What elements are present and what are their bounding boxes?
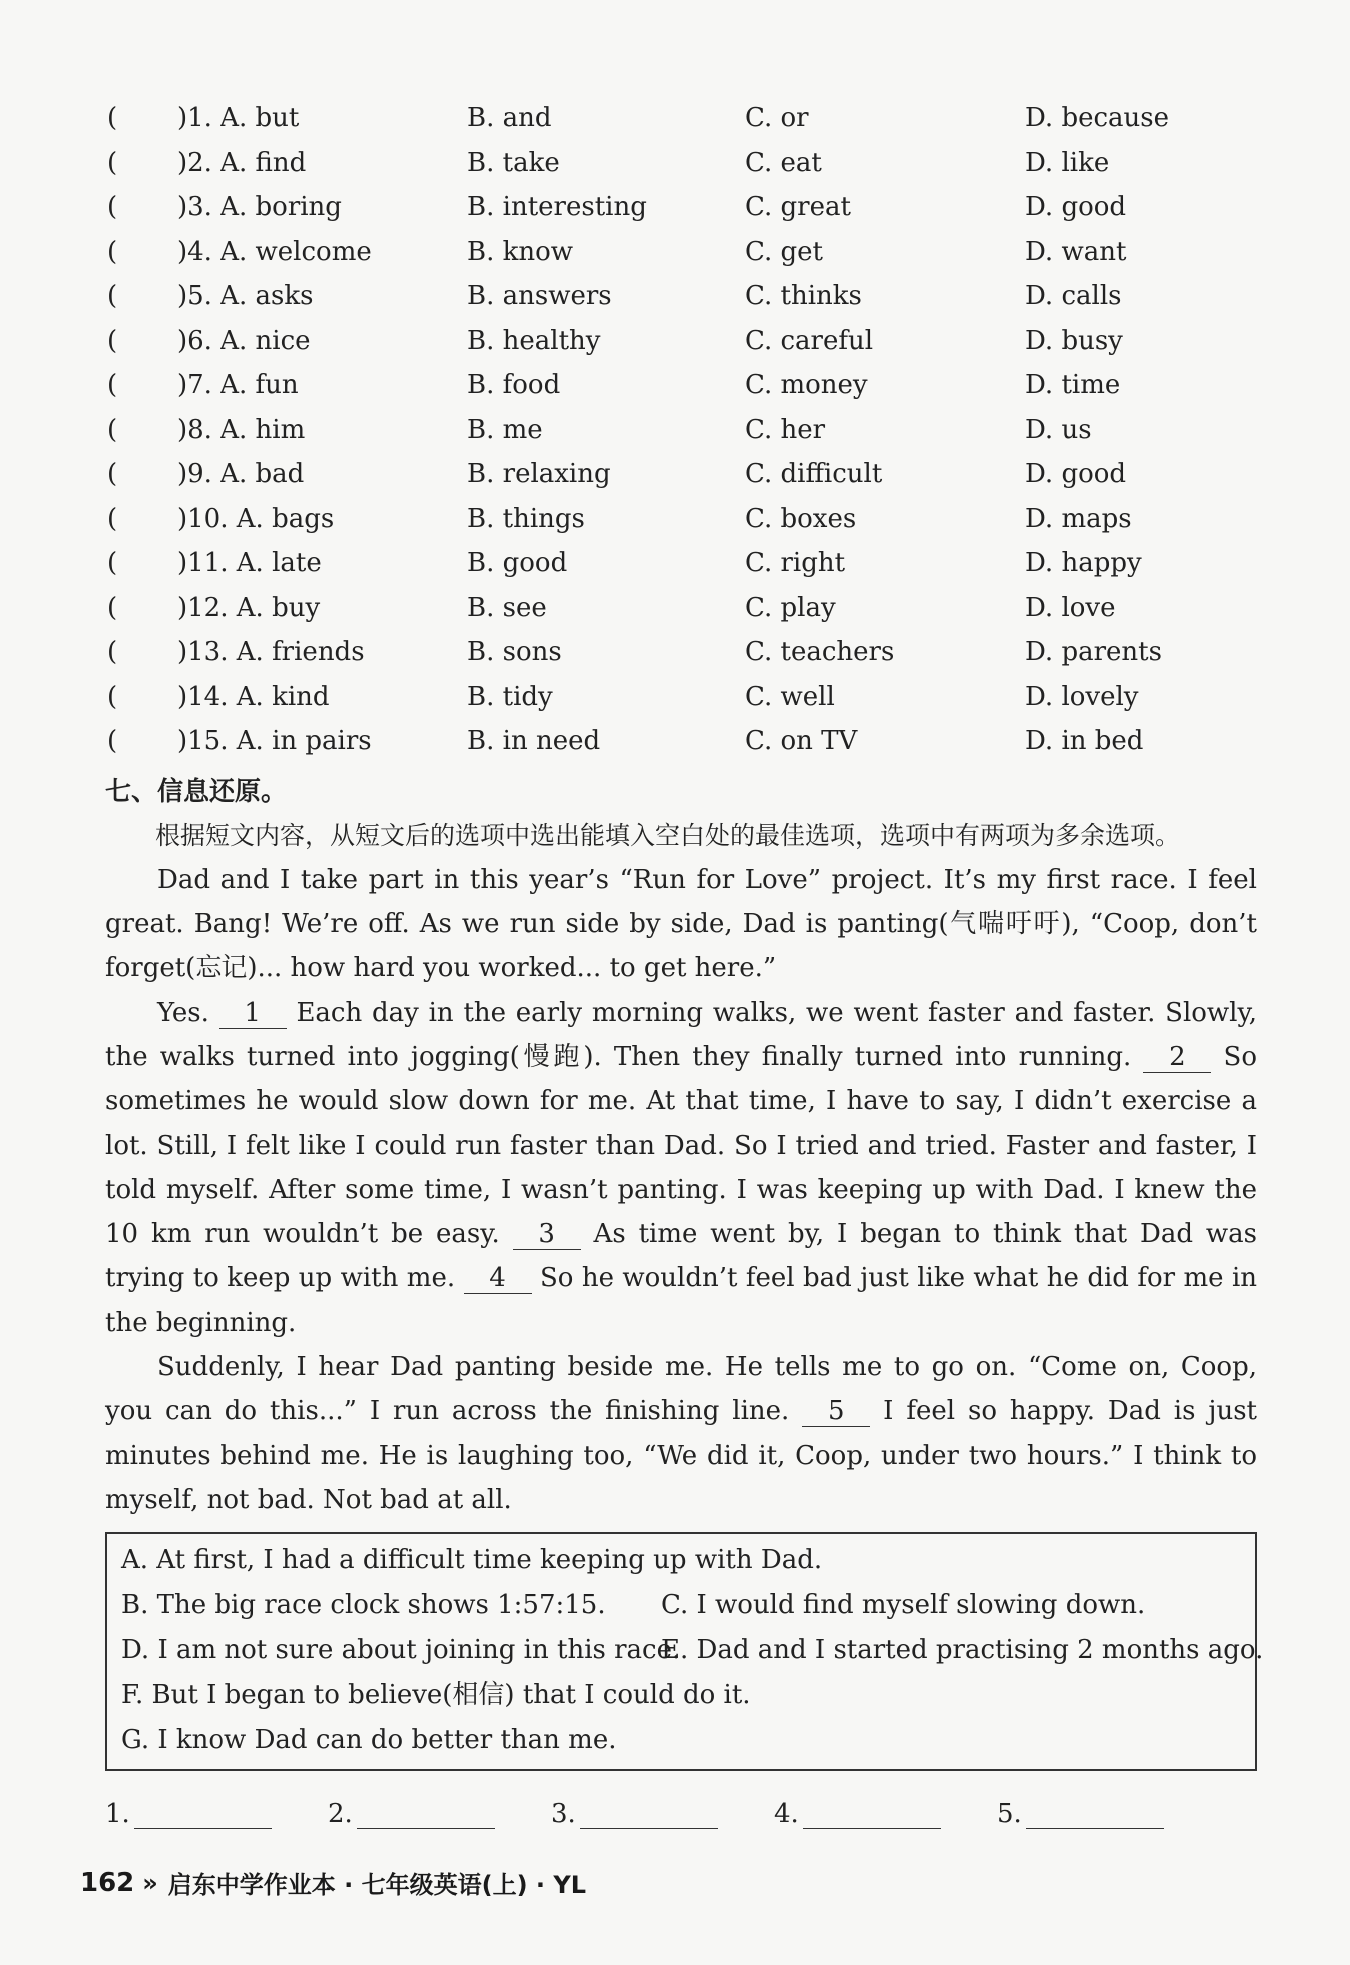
section-instruction: 根据短文内容，从短文后的选项中选出能填入空白处的最佳选项，选项中有两项为多余选项。 bbox=[155, 820, 1181, 850]
option-a-text: )2. A. find bbox=[177, 147, 307, 178]
answer-paren[interactable]: ( bbox=[107, 192, 118, 223]
blank-3[interactable]: 3 bbox=[513, 1219, 581, 1250]
mc-question-row bbox=[105, 586, 1254, 631]
option-c-text: C. money bbox=[745, 370, 868, 401]
answer-paren[interactable]: ( bbox=[107, 236, 118, 267]
option-b-text: B. answers bbox=[467, 281, 612, 312]
option-c-text: C. well bbox=[745, 681, 835, 712]
mc-question-row bbox=[105, 363, 1254, 408]
option-a-text: )11. A. late bbox=[177, 548, 322, 579]
blank-1[interactable]: 1 bbox=[219, 998, 287, 1029]
answer-lines bbox=[105, 1785, 1257, 1829]
option-b-text: B. and bbox=[467, 103, 552, 134]
answer-line[interactable] bbox=[1026, 1802, 1164, 1829]
answer-item-4[interactable]: 4. bbox=[774, 1799, 997, 1829]
option-e: E. Dad and I started practising 2 months ago. bbox=[661, 1635, 1264, 1666]
option-d-text: D. happy bbox=[1025, 548, 1142, 579]
option-a-text: )12. A. buy bbox=[177, 592, 321, 623]
option-d-text: D. good bbox=[1025, 192, 1127, 223]
mc-question-row bbox=[105, 408, 1254, 453]
option-c-text: C. on TV bbox=[745, 726, 858, 757]
answer-paren[interactable]: ( bbox=[107, 548, 118, 579]
answer-paren[interactable]: ( bbox=[107, 503, 118, 534]
answer-paren[interactable]: ( bbox=[107, 637, 118, 668]
mc-question-row bbox=[105, 497, 1254, 542]
option-c-text: C. eat bbox=[745, 147, 822, 178]
option-row-de bbox=[121, 1628, 1264, 1673]
mc-question-row bbox=[105, 274, 1254, 319]
option-d-text: D. lovely bbox=[1025, 681, 1139, 712]
option-d-text: D. want bbox=[1025, 236, 1127, 267]
option-b-text: B. healthy bbox=[467, 325, 601, 356]
answer-paren[interactable]: ( bbox=[107, 414, 118, 445]
option-d-text: D. because bbox=[1025, 103, 1170, 134]
option-c-text: C. or bbox=[745, 103, 809, 134]
option-d-text: D. good bbox=[1025, 459, 1127, 490]
mc-question-row bbox=[105, 96, 1254, 141]
option-b-text: B. relaxing bbox=[467, 459, 611, 490]
answer-line[interactable] bbox=[134, 1802, 272, 1829]
option-c: C. I would find myself slowing down. bbox=[661, 1590, 1146, 1621]
option-c-text: C. get bbox=[745, 236, 823, 267]
book-title: 启东中学作业本 · 七年级英语(上) · YL bbox=[167, 1871, 587, 1899]
option-b-text: B. take bbox=[467, 147, 560, 178]
option-c-text: C. boxes bbox=[745, 503, 857, 534]
multiple-choice-list bbox=[105, 96, 1254, 764]
option-d-text: D. like bbox=[1025, 147, 1110, 178]
answer-item-3[interactable]: 3. bbox=[551, 1799, 774, 1829]
answer-paren[interactable]: ( bbox=[107, 281, 118, 312]
option-b-text: B. interesting bbox=[467, 192, 647, 223]
answer-paren[interactable]: ( bbox=[107, 459, 118, 490]
option-a-text: )14. A. kind bbox=[177, 681, 330, 712]
answer-item-5[interactable]: 5. bbox=[997, 1799, 1220, 1829]
option-d-text: D. busy bbox=[1025, 325, 1123, 356]
option-a-text: )13. A. friends bbox=[177, 637, 365, 668]
option-f: F. But I began to believe(相信) that I could do it. bbox=[121, 1680, 751, 1711]
option-b-text: B. me bbox=[467, 414, 543, 445]
option-b-text: B. tidy bbox=[467, 681, 553, 712]
option-a-text: )3. A. boring bbox=[177, 192, 342, 223]
answer-paren[interactable]: ( bbox=[107, 726, 118, 757]
blank-4[interactable]: 4 bbox=[464, 1263, 532, 1294]
passage-paragraph-3: Suddenly, I hear Dad panting beside me. He tells me to go on. “Come on, Coop, you can do this...” I run across the finishing line. 5 I feel so happy. Dad is just minutes behind me. He is laughing too, “We did it, Coop, under two hours.” I think to myself, not bad. Not bad at all. bbox=[105, 1352, 1257, 1515]
option-c-text: C. right bbox=[745, 548, 846, 579]
option-a: A. At first, I had a difficult time keeping up with Dad. bbox=[121, 1545, 823, 1576]
option-c-text: C. difficult bbox=[745, 459, 883, 490]
page-footer bbox=[80, 1865, 586, 1900]
option-b-text: B. things bbox=[467, 503, 585, 534]
passage-paragraph-2: Yes. 1 Each day in the early morning walks, we went faster and faster. Slowly, the walks turned into jogging(慢跑). Then they finally turned into running. 2 So sometimes he would slow down for me. At that time, I have to say, I didn’t exercise a lot. Still, I felt like I could run faster than Dad. So I tried and tried. Faster and faster, I told myself. After some time, I wasn’t panting. I was keeping up with Dad. I knew the 10 km run wouldn’t be easy. 3 As time went by, I began to think that Dad was trying to keep up with me. 4 So he wouldn’t feel bad just like what he did for me in the beginning. bbox=[105, 997, 1258, 1338]
option-d-text: D. time bbox=[1025, 370, 1121, 401]
answer-paren[interactable]: ( bbox=[107, 147, 118, 178]
option-b-text: B. food bbox=[467, 370, 561, 401]
passage-paragraph-1: Dad and I take part in this year’s “Run for Love” project. It’s my first race. I feel great. Bang! We’re off. As we run side by side, Dad is panting(气喘吁吁), “Coop, don’t forget(忘记)... how hard you worked... to get here.” bbox=[105, 864, 1257, 984]
option-c-text: C. her bbox=[745, 414, 826, 445]
option-b-text: B. good bbox=[467, 548, 568, 579]
option-b-text: B. in need bbox=[467, 726, 601, 757]
option-a-text: )15. A. in pairs bbox=[177, 726, 372, 757]
option-c-text: C. great bbox=[745, 192, 851, 223]
mc-question-row bbox=[105, 141, 1254, 186]
option-d-text: D. us bbox=[1025, 414, 1092, 445]
option-a-text: )10. A. bags bbox=[177, 503, 335, 534]
page-number: 162 bbox=[80, 1867, 135, 1898]
option-c-text: C. play bbox=[745, 592, 836, 623]
option-a-text: )5. A. asks bbox=[177, 281, 314, 312]
option-d-text: D. love bbox=[1025, 592, 1116, 623]
option-a-text: )9. A. bad bbox=[177, 459, 305, 490]
option-b-text: B. sons bbox=[467, 637, 562, 668]
option-c-text: C. thinks bbox=[745, 281, 862, 312]
mc-question-row bbox=[105, 630, 1254, 675]
option-d-text: D. parents bbox=[1025, 637, 1162, 668]
option-row-bc bbox=[121, 1583, 1241, 1628]
mc-question-row bbox=[105, 319, 1254, 364]
option-a-text: )7. A. fun bbox=[177, 370, 299, 401]
answer-line[interactable] bbox=[580, 1802, 718, 1829]
answer-paren[interactable]: ( bbox=[107, 681, 118, 712]
option-d: D. I am not sure about joining in this race. bbox=[121, 1635, 681, 1666]
option-d-text: D. calls bbox=[1025, 281, 1122, 312]
mc-question-row bbox=[105, 230, 1254, 275]
option-d-text: D. maps bbox=[1025, 503, 1132, 534]
option-b-text: B. see bbox=[467, 592, 547, 623]
answer-paren[interactable]: ( bbox=[107, 592, 118, 623]
option-g: G. I know Dad can do better than me. bbox=[121, 1725, 617, 1756]
option-b: B. The big race clock shows 1:57:15. bbox=[121, 1590, 606, 1621]
option-b-text: B. know bbox=[467, 236, 574, 267]
option-c-text: C. careful bbox=[745, 325, 874, 356]
answer-paren[interactable]: ( bbox=[107, 370, 118, 401]
option-d-text: D. in bed bbox=[1025, 726, 1144, 757]
mc-question-row bbox=[105, 719, 1254, 764]
blank-2[interactable]: 2 bbox=[1143, 1042, 1211, 1073]
blank-5[interactable]: 5 bbox=[802, 1396, 870, 1427]
options-box bbox=[105, 1532, 1264, 1771]
mc-question-row bbox=[105, 675, 1254, 720]
option-a-text: )4. A. welcome bbox=[177, 236, 372, 267]
option-a-text: )8. A. him bbox=[177, 414, 306, 445]
section-title: 七、信息还原。 bbox=[105, 776, 288, 807]
option-a-text: )1. A. but bbox=[177, 103, 300, 134]
answer-line[interactable] bbox=[357, 1802, 495, 1829]
option-a-text: )6. A. nice bbox=[177, 325, 311, 356]
mc-question-row bbox=[105, 452, 1254, 497]
option-c-text: C. teachers bbox=[745, 637, 895, 668]
answer-paren[interactable]: ( bbox=[107, 103, 118, 134]
answer-item-1[interactable]: 1. bbox=[105, 1799, 328, 1829]
chevron-right-icon: » bbox=[142, 1868, 158, 1897]
mc-question-row bbox=[105, 541, 1254, 586]
mc-question-row bbox=[105, 185, 1254, 230]
answer-item-2[interactable]: 2. bbox=[328, 1799, 551, 1829]
answer-paren[interactable]: ( bbox=[107, 325, 118, 356]
answer-line[interactable] bbox=[803, 1802, 941, 1829]
